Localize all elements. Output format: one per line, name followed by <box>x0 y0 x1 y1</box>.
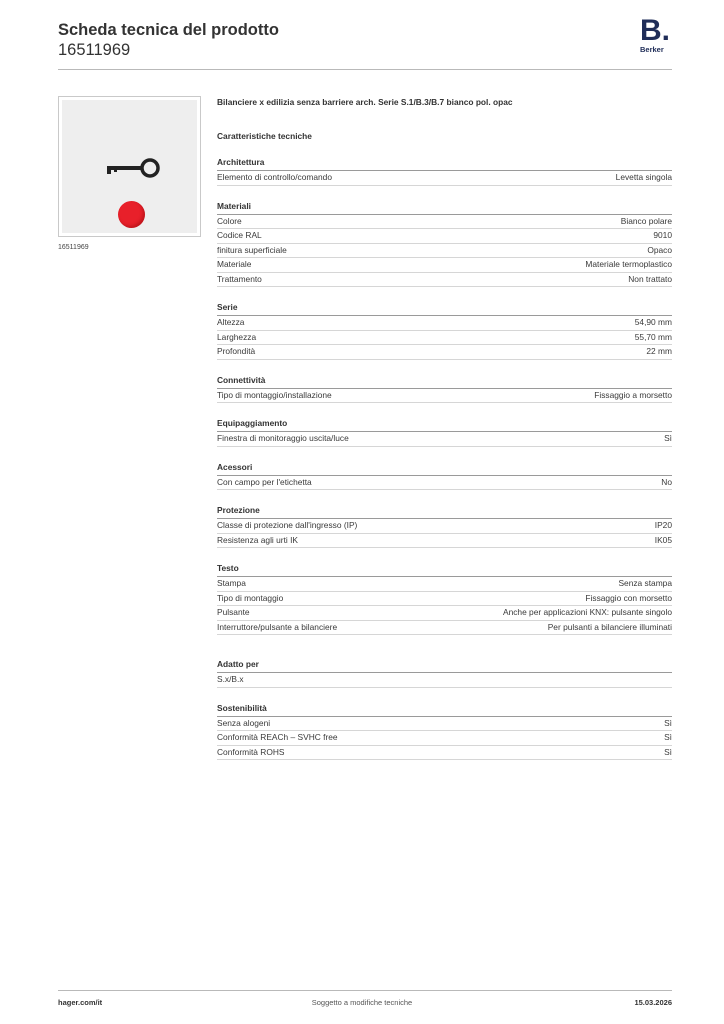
key-icon <box>105 157 161 179</box>
spec-row <box>217 621 672 636</box>
spec-section <box>217 302 672 360</box>
spec-value: 54,90 mm <box>634 317 672 327</box>
section-title: Protezione <box>217 505 672 519</box>
section-title: Adatto per <box>217 659 672 673</box>
product-image <box>58 96 201 237</box>
spec-label: Resistenza agli urti IK <box>217 534 298 545</box>
spec-row <box>217 534 672 549</box>
spec-row <box>217 476 672 491</box>
spec-section <box>217 563 672 635</box>
product-specs <box>217 96 672 760</box>
spec-label: Conformità REACh – SVHC free <box>217 732 338 742</box>
spec-value: Sì <box>664 433 672 443</box>
spec-section <box>217 418 672 447</box>
spec-row <box>217 273 672 288</box>
spec-value: 22 mm <box>646 346 672 356</box>
header-divider <box>58 69 672 70</box>
spec-value: IK05 <box>654 534 672 545</box>
spec-value: 55,70 mm <box>634 331 672 342</box>
spec-label: Classe di protezione dall'ingresso (IP) <box>217 520 358 530</box>
spec-label: Conformità ROHS <box>217 746 285 757</box>
footer-note: Soggetto a modifiche tecniche <box>311 998 413 1007</box>
spec-value: Fissaggio a morsetto <box>594 389 672 400</box>
spec-value: Anche per applicazioni KNX: pulsante singolo <box>502 607 672 617</box>
footer-website: hager.com/it <box>58 998 103 1007</box>
spec-value: No <box>661 476 672 487</box>
spec-row <box>217 717 672 732</box>
spec-section <box>217 462 672 491</box>
spec-row <box>217 244 672 259</box>
spec-row <box>217 592 672 607</box>
spec-label: Elemento di controllo/comando <box>217 172 332 182</box>
section-title: Architettura <box>217 157 672 171</box>
logo-wordmark: Berker <box>640 45 664 54</box>
spec-label: Senza alogeni <box>217 717 271 728</box>
spec-row <box>217 345 672 360</box>
spec-section <box>217 375 672 404</box>
section-title: Testo <box>217 563 672 577</box>
spec-label: Stampa <box>217 578 246 588</box>
spec-row <box>217 519 672 534</box>
spec-row <box>217 606 672 621</box>
spec-label: Tipo di montaggio <box>217 592 284 603</box>
spec-row <box>217 215 672 230</box>
red-indicator-lamp <box>118 201 145 228</box>
spec-row <box>217 432 672 447</box>
spec-value: Non trattato <box>628 273 672 284</box>
spec-label: Interruttore/pulsante a bilanciere <box>217 621 338 632</box>
spec-section <box>217 659 672 688</box>
spec-label: Profondità <box>217 346 256 356</box>
spec-value: Sì <box>664 732 672 742</box>
spec-value: Materiale termoplastico <box>585 259 672 269</box>
spec-label: Tipo di montaggio/installazione <box>217 389 332 400</box>
document-header <box>58 20 279 60</box>
spec-row <box>217 316 672 331</box>
spec-value: Levetta singola <box>615 172 672 182</box>
spec-row <box>217 229 672 244</box>
spec-value: Sì <box>664 746 672 757</box>
spec-value: Fissaggio con morsetto <box>585 592 672 603</box>
spec-row <box>217 673 672 688</box>
spec-value: Senza stampa <box>618 578 672 588</box>
spec-row <box>217 258 672 273</box>
spec-section <box>217 505 672 548</box>
footer-divider <box>58 990 672 991</box>
spec-label: Codice RAL <box>217 230 262 240</box>
spec-label: Larghezza <box>217 331 257 342</box>
product-name: Bilanciere x edilizia senza barriere arch. Serie S.1/B.3/B.7 bianco pol. opac <box>217 97 513 107</box>
spec-label: Con campo per l'etichetta <box>217 476 312 487</box>
document-title: Scheda tecnica del prodotto <box>58 21 279 39</box>
spec-label: finitura superficiale <box>217 244 287 255</box>
spec-value: IP20 <box>654 520 672 530</box>
rocker-plate <box>62 100 197 233</box>
section-title: Sostenibilità <box>217 703 672 717</box>
spec-label: Materiale <box>217 259 252 269</box>
specs-heading: Caratteristiche tecniche <box>217 131 312 141</box>
logo-mark <box>640 16 674 46</box>
spec-row <box>217 731 672 746</box>
spec-value: Bianco polare <box>620 215 672 226</box>
spec-sections <box>217 157 672 760</box>
spec-label: Finestra di monitoraggio uscita/luce <box>217 433 349 443</box>
spec-section <box>217 201 672 288</box>
image-caption: 16511969 <box>58 244 89 251</box>
logo-dot: . <box>661 14 671 47</box>
spec-value: 9010 <box>653 230 672 240</box>
spec-row <box>217 331 672 346</box>
footer-date: 15.03.2026 <box>634 998 672 1007</box>
section-title: Equipaggiamento <box>217 418 672 432</box>
spec-label: Trattamento <box>217 273 262 284</box>
spec-row <box>217 746 672 761</box>
spec-row <box>217 171 672 186</box>
spec-row <box>217 577 672 592</box>
spec-row <box>217 389 672 404</box>
spec-label: S.x/B.x <box>217 674 244 684</box>
section-title: Connettività <box>217 375 672 389</box>
logo-letter: B <box>640 14 662 47</box>
section-title: Serie <box>217 302 672 316</box>
section-title: Materiali <box>217 201 672 215</box>
spec-label: Altezza <box>217 317 245 327</box>
berker-logo <box>640 16 674 56</box>
section-title: Acessori <box>217 462 672 476</box>
spec-value: Per pulsanti a bilanciere illuminati <box>547 621 672 632</box>
spec-label: Colore <box>217 215 242 226</box>
spec-section <box>217 157 672 186</box>
product-number: 16511969 <box>58 41 131 59</box>
spec-value: Sì <box>664 717 672 728</box>
spec-section <box>217 703 672 761</box>
spec-value: Opaco <box>647 244 672 255</box>
spec-label: Pulsante <box>217 607 250 617</box>
